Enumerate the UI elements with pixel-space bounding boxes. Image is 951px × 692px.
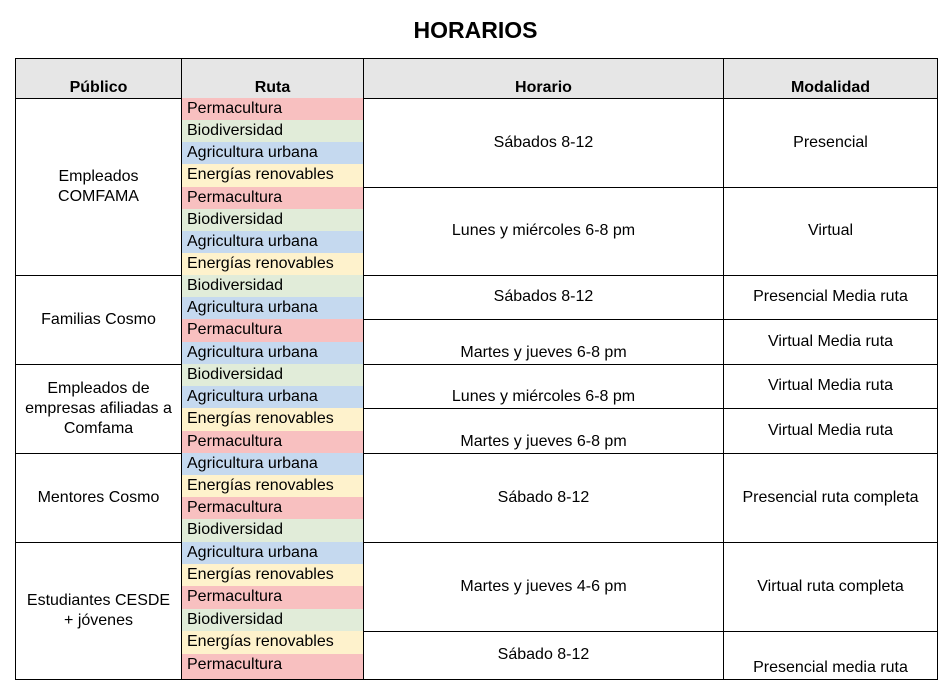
horario-cell: Martes y jueves 6-8 pm [364,408,724,454]
route-cell-bio: Biodiversidad [182,275,364,298]
header-horario: Horario [364,58,724,99]
modalidad-cell: Virtual Media ruta [724,319,938,365]
route-cell-bio: Biodiversidad [182,120,364,143]
horario-cell: Lunes y miércoles 6-8 pm [364,364,724,409]
route-cell-ener: Energías renovables [182,475,364,498]
schedule-table [15,58,938,680]
route-cell-bio: Biodiversidad [182,609,364,632]
route-cell-perm: Permacultura [182,497,364,520]
route-cell-agri: Agricultura urbana [182,453,364,476]
modalidad-cell: Presencial Media ruta [724,275,938,320]
modalidad-cell: Presencial [724,98,938,188]
route-cell-perm: Permacultura [182,187,364,210]
route-cell-perm: Permacultura [182,654,364,680]
horario-cell: Sábado 8-12 [364,631,724,680]
route-cell-ener: Energías renovables [182,564,364,587]
horario-cell: Sábado 8-12 [364,453,724,543]
horario-cell: Lunes y miércoles 6-8 pm [364,187,724,276]
header-publico: Público [15,58,182,99]
horario-cell: Martes y jueves 6-8 pm [364,319,724,365]
modalidad-cell: Virtual Media ruta [724,408,938,454]
publico-cell: Empleados COMFAMA [15,98,182,276]
route-cell-ener: Energías renovables [182,253,364,276]
route-cell-perm: Permacultura [182,586,364,610]
route-cell-ener: Energías renovables [182,408,364,432]
route-cell-agri: Agricultura urbana [182,386,364,409]
route-cell-agri: Agricultura urbana [182,297,364,320]
publico-cell: Estudiantes CESDE + jóvenes [15,542,182,680]
modalidad-cell: Virtual Media ruta [724,364,938,409]
route-cell-agri: Agricultura urbana [182,542,364,565]
modalidad-cell: Virtual ruta completa [724,542,938,632]
publico-cell: Familias Cosmo [15,275,182,365]
route-cell-ener: Energías renovables [182,164,364,188]
route-cell-perm: Permacultura [182,431,364,454]
route-cell-agri: Agricultura urbana [182,231,364,254]
route-cell-ener: Energías renovables [182,631,364,655]
modalidad-cell: Presencial media ruta [724,631,938,680]
modalidad-cell: Virtual [724,187,938,276]
modalidad-cell: Presencial ruta completa [724,453,938,543]
route-cell-bio: Biodiversidad [182,209,364,232]
header-modalidad: Modalidad [724,58,938,99]
header-ruta: Ruta [182,58,364,99]
route-cell-agri: Agricultura urbana [182,142,364,165]
route-cell-bio: Biodiversidad [182,519,364,543]
horario-cell: Sábados 8-12 [364,98,724,188]
route-cell-perm: Permacultura [182,319,364,343]
horario-cell: Sábados 8-12 [364,275,724,320]
route-cell-perm: Permacultura [182,98,364,121]
route-cell-agri: Agricultura urbana [182,342,364,365]
publico-cell: Empleados de empresas afiliadas a Comfama [15,364,182,454]
route-cell-bio: Biodiversidad [182,364,364,387]
publico-cell: Mentores Cosmo [15,453,182,543]
page-title: HORARIOS [413,17,538,43]
horario-cell: Martes y jueves 4-6 pm [364,542,724,632]
